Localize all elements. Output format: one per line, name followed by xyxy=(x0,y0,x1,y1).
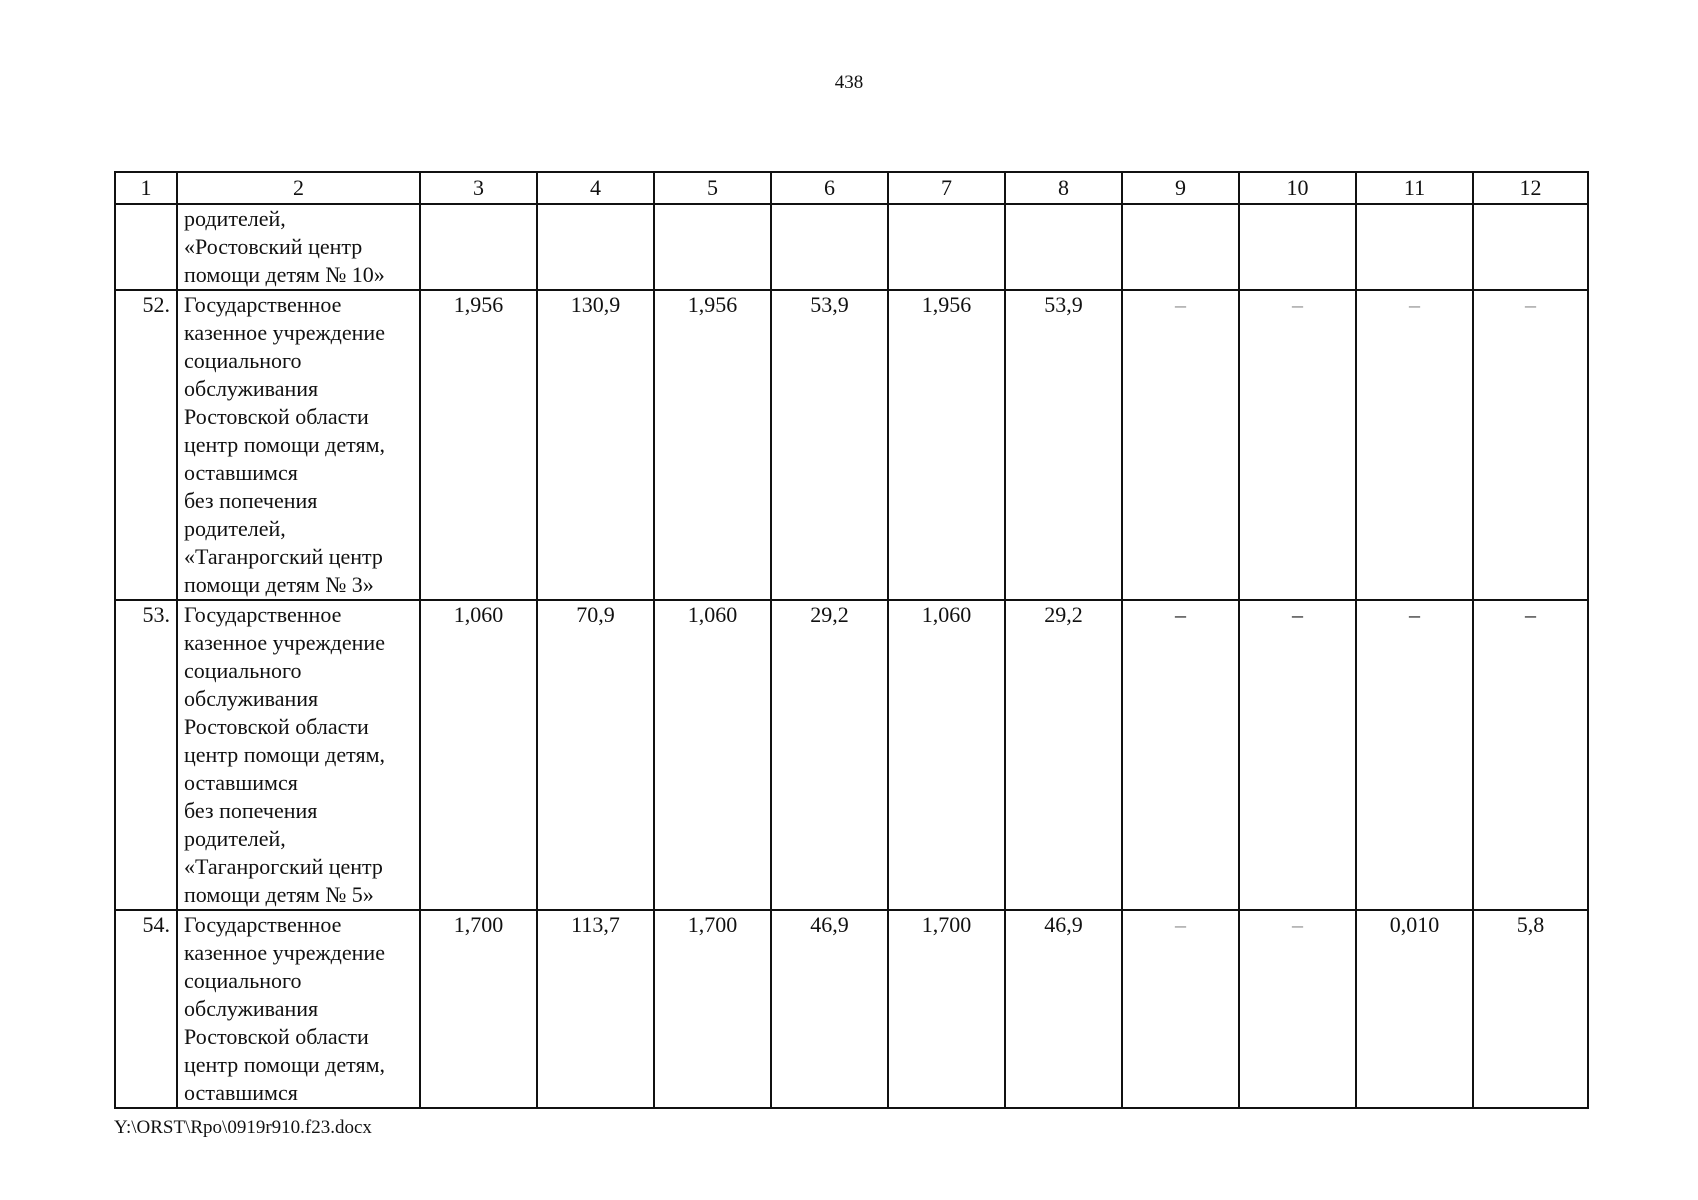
institution-name-line: «Ростовский центр xyxy=(184,234,363,259)
value-cell-col-10: – xyxy=(1239,600,1356,910)
value-cell-col-8: 29,2 xyxy=(1005,600,1122,910)
value-cell-col-4: 70,9 xyxy=(537,600,654,910)
value-cell-col-10: – xyxy=(1239,290,1356,600)
header-row xyxy=(115,172,1588,204)
value-cell-col-5: 1,956 xyxy=(654,290,771,600)
value-cell-col-3 xyxy=(420,204,537,290)
header-cell: 10 xyxy=(1239,172,1356,204)
value-cell-col-8 xyxy=(1005,204,1122,290)
value-cell-col-11: – xyxy=(1356,600,1473,910)
value-cell-col-9: – xyxy=(1122,910,1239,1108)
value-cell-col-12: – xyxy=(1473,600,1588,910)
value-cell-col-6: 53,9 xyxy=(771,290,888,600)
institution-name-line: помощи детям № 3» xyxy=(184,572,374,597)
institution-name-line: родителей, xyxy=(184,826,286,851)
institution-name-line: родителей, xyxy=(184,516,286,541)
institution-name-line: казенное учреждение xyxy=(184,320,385,345)
institution-name-line: центр помощи детям, xyxy=(184,742,386,767)
value-cell-col-7: 1,700 xyxy=(888,910,1005,1108)
institution-name-line: помощи детям № 5» xyxy=(184,882,374,907)
institution-name-line: без попечения xyxy=(184,488,318,513)
institution-name-line: казенное учреждение xyxy=(184,940,385,965)
value-cell-col-11: – xyxy=(1356,290,1473,600)
table-row xyxy=(115,910,1588,1108)
row-number-cell: 53. xyxy=(115,600,177,910)
value-cell-col-12: 5,8 xyxy=(1473,910,1588,1108)
institution-name-line: центр помощи детям, xyxy=(184,1052,386,1077)
header-cell: 12 xyxy=(1473,172,1588,204)
value-cell-col-5 xyxy=(654,204,771,290)
table-row xyxy=(115,600,1588,910)
value-cell-col-7 xyxy=(888,204,1005,290)
value-cell-col-3: 1,060 xyxy=(420,600,537,910)
institution-name-line: центр помощи детям, xyxy=(184,432,386,457)
value-cell-col-9: – xyxy=(1122,290,1239,600)
value-cell-col-11 xyxy=(1356,204,1473,290)
table-row xyxy=(115,290,1588,600)
header-cell: 5 xyxy=(654,172,771,204)
institution-name-line: Ростовской области xyxy=(184,404,369,429)
table-body xyxy=(115,172,1588,1108)
header-cell: 4 xyxy=(537,172,654,204)
institution-name-line: обслуживания xyxy=(184,376,319,401)
institution-name-line: «Таганрогский центр xyxy=(184,544,383,569)
institution-name-line: без попечения xyxy=(184,798,318,823)
header-cell: 6 xyxy=(771,172,888,204)
institution-name-line: Ростовской области xyxy=(184,1024,369,1049)
row-number-cell: 54. xyxy=(115,910,177,1108)
value-cell-col-12 xyxy=(1473,204,1588,290)
institution-name-line: Государственное xyxy=(184,602,342,627)
institution-name-line: родителей, xyxy=(184,206,286,231)
institution-name-line: обслуживания xyxy=(184,996,319,1021)
value-cell-col-10: – xyxy=(1239,910,1356,1108)
table-row xyxy=(115,204,1588,290)
header-cell: 7 xyxy=(888,172,1005,204)
institution-name-cell xyxy=(177,910,420,1108)
institution-name-line: обслуживания xyxy=(184,686,319,711)
value-cell-col-5: 1,700 xyxy=(654,910,771,1108)
institution-name-line: социального xyxy=(184,348,302,373)
institution-name-line: оставшимся xyxy=(184,1080,298,1105)
institution-name-line: «Таганрогский центр xyxy=(184,854,383,879)
value-cell-col-8: 53,9 xyxy=(1005,290,1122,600)
institution-name-line: помощи детям № 10» xyxy=(184,262,385,287)
value-cell-col-9: – xyxy=(1122,600,1239,910)
value-cell-col-5: 1,060 xyxy=(654,600,771,910)
institution-name-line: Государственное xyxy=(184,912,342,937)
header-cell: 8 xyxy=(1005,172,1122,204)
page-number: 438 xyxy=(834,72,864,93)
institution-name-line: оставшимся xyxy=(184,770,298,795)
value-cell-col-4: 130,9 xyxy=(537,290,654,600)
value-cell-col-8: 46,9 xyxy=(1005,910,1122,1108)
value-cell-col-9 xyxy=(1122,204,1239,290)
value-cell-col-7: 1,956 xyxy=(888,290,1005,600)
value-cell-col-3: 1,956 xyxy=(420,290,537,600)
value-cell-col-11: 0,010 xyxy=(1356,910,1473,1108)
value-cell-col-6: 29,2 xyxy=(771,600,888,910)
header-cell: 3 xyxy=(420,172,537,204)
footer-file-path: Y:\ORST\Rpo\0919r910.f23.docx xyxy=(114,1117,372,1138)
institution-name-line: Государственное xyxy=(184,292,342,317)
institution-name-line: социального xyxy=(184,968,302,993)
value-cell-col-4 xyxy=(537,204,654,290)
row-number-cell xyxy=(115,204,177,290)
header-cell: 9 xyxy=(1122,172,1239,204)
value-cell-col-4: 113,7 xyxy=(537,910,654,1108)
row-number-cell: 52. xyxy=(115,290,177,600)
institution-name-line: Ростовской области xyxy=(184,714,369,739)
institution-name-cell xyxy=(177,600,420,910)
header-cell: 11 xyxy=(1356,172,1473,204)
value-cell-col-10 xyxy=(1239,204,1356,290)
value-cell-col-6: 46,9 xyxy=(771,910,888,1108)
value-cell-col-6 xyxy=(771,204,888,290)
data-table xyxy=(114,171,1589,1109)
value-cell-col-12: – xyxy=(1473,290,1588,600)
header-cell: 2 xyxy=(177,172,420,204)
institution-name-line: казенное учреждение xyxy=(184,630,385,655)
value-cell-col-7: 1,060 xyxy=(888,600,1005,910)
header-cell: 1 xyxy=(115,172,177,204)
institution-name-cell xyxy=(177,204,420,290)
institution-name-line: оставшимся xyxy=(184,460,298,485)
value-cell-col-3: 1,700 xyxy=(420,910,537,1108)
institution-name-cell xyxy=(177,290,420,600)
institution-name-line: социального xyxy=(184,658,302,683)
